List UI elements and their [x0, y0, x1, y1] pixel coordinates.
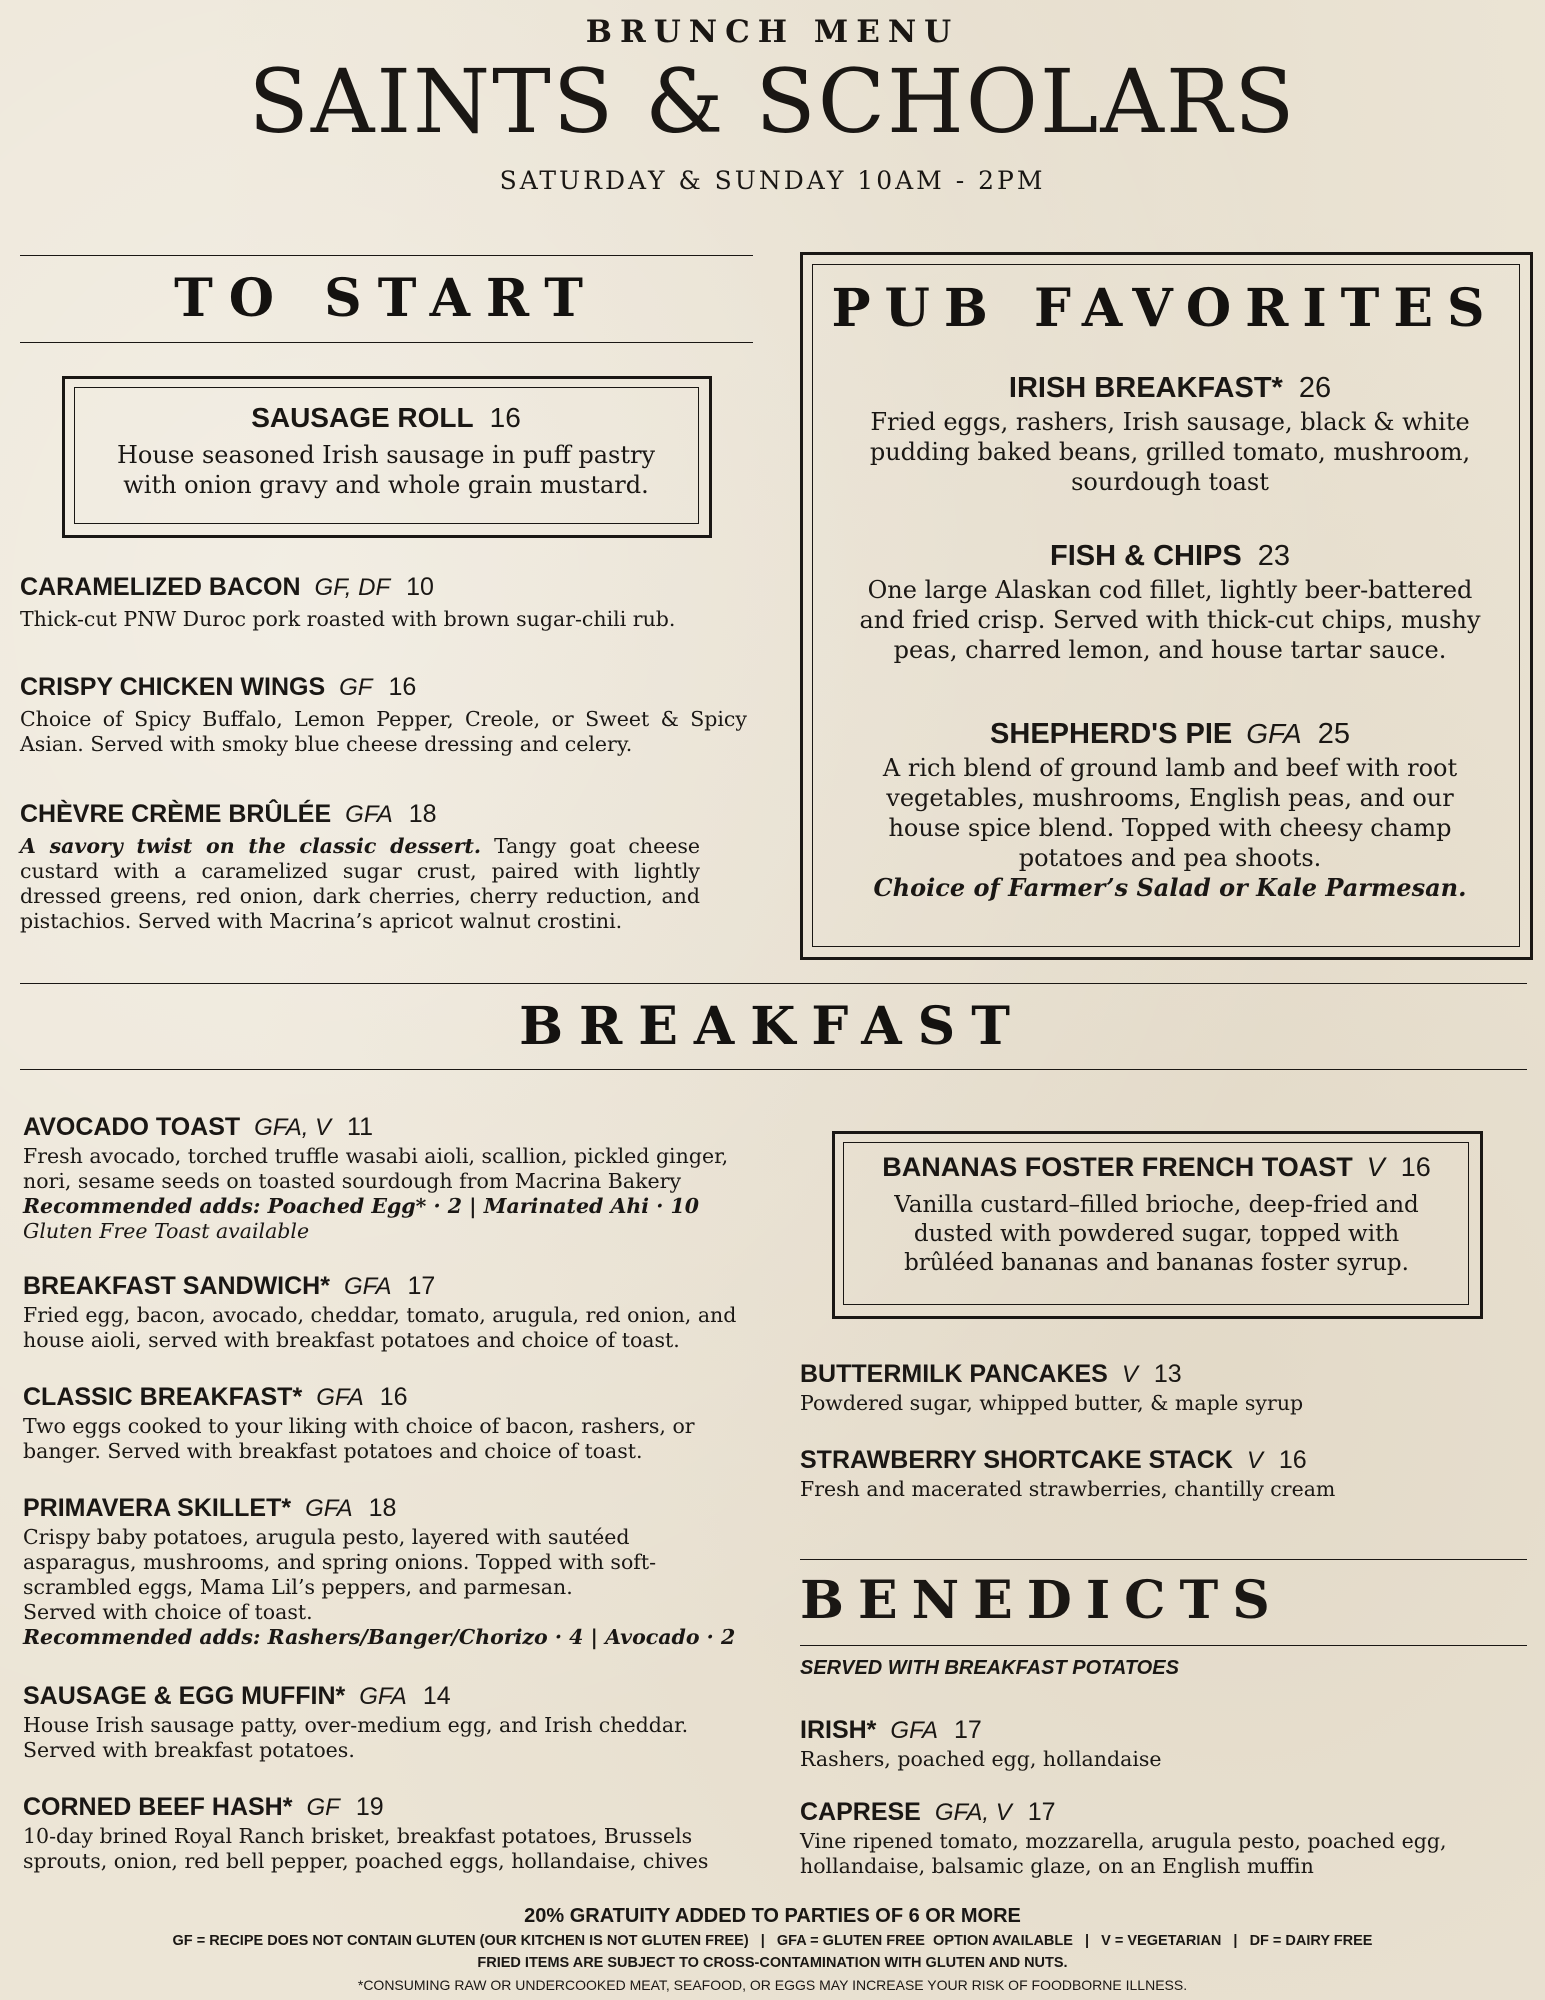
- menu-item-caprese-benedict: [800, 1798, 1520, 1879]
- item-tags: GFA, V: [934, 1799, 1012, 1826]
- item-price: 18: [368, 1494, 397, 1522]
- item-price: 19: [355, 1793, 384, 1821]
- item-description: Powdered sugar, whipped butter, & maple syrup: [800, 1391, 1304, 1415]
- item-description: Fresh and macerated strawberries, chantilly cream: [800, 1477, 1336, 1501]
- section-title-to-start: TO START: [174, 268, 599, 329]
- dietary-legend: GF = RECIPE DOES NOT CONTAIN GLUTEN (OUR KITCHEN IS NOT GLUTEN FREE) | GFA = GLUTEN FREE OPTION AVAILABLE | V = VEGETARIAN | DF = DAIRY FREE: [172, 1933, 1373, 1949]
- item-price: 16: [379, 1383, 408, 1411]
- item-name: SAUSAGE ROLL: [251, 402, 474, 433]
- item-tags: GFA: [345, 801, 393, 828]
- desc-line: Rashers, poached egg, hollandaise: [800, 1747, 1162, 1771]
- desc-line: and fried crisp. Served with thick-cut chips, mushy: [859, 606, 1481, 634]
- item-description: [800, 1829, 1520, 1879]
- desc-line: Fresh avocado, torched truffle wasabi aioli, scallion, pickled ginger,: [23, 1144, 729, 1168]
- item-name: CARAMELIZED BACON: [20, 573, 301, 601]
- item-name: PRIMAVERA SKILLET*: [23, 1494, 292, 1522]
- desc-line: Crispy baby potatoes, arugula pesto, layered with sautéed: [23, 1525, 630, 1549]
- item-note: Choice of Farmer’s Salad or Kale Parmesan.: [873, 873, 1467, 902]
- item-description: [23, 1144, 763, 1244]
- featured-item-bananas-foster-french-toast: [834, 1152, 1479, 1278]
- item-price: 16: [489, 402, 521, 433]
- item-name: CORNED BEEF HASH*: [23, 1793, 293, 1821]
- item-description: [23, 1414, 763, 1464]
- desc-line: Fried egg, bacon, avocado, cheddar, tomato, arugula, red onion, and: [23, 1303, 737, 1327]
- item-tags: GF: [306, 1794, 340, 1821]
- item-price: 23: [1257, 540, 1290, 572]
- desc-line: dusted with powdered sugar, topped with: [913, 1221, 1400, 1247]
- item-tags: GFA: [890, 1717, 938, 1744]
- item-adds: Recommended adds: Rashers/Banger/Chorizo · 4 | Avocado · 2: [23, 1625, 736, 1649]
- item-name: AVOCADO TOAST: [23, 1113, 241, 1141]
- menu-item-caramelized-bacon: [20, 573, 755, 632]
- desc-line: 10-day brined Royal Ranch brisket, breakfast potatoes, Brussels: [23, 1824, 693, 1848]
- menu-item-chevre-creme-brulee: [20, 800, 700, 934]
- item-description: [820, 575, 1520, 665]
- item-description: Thick-cut PNW Duroc pork roasted with brown sugar-chili rub.: [20, 607, 676, 631]
- item-name: SAUSAGE & EGG MUFFIN*: [23, 1682, 346, 1710]
- gratuity-note: 20% GRATUITY ADDED TO PARTIES OF 6 OR MORE: [524, 1905, 1021, 1927]
- desc-line: vegetables, mushrooms, English peas, and our: [886, 784, 1454, 812]
- item-price: 10: [406, 573, 434, 601]
- item-tags: GFA: [1246, 718, 1302, 749]
- item-price: 17: [407, 1272, 436, 1300]
- item-tags: GFA: [343, 1273, 392, 1300]
- item-tags: GFA: [305, 1495, 353, 1522]
- item-description: [820, 407, 1520, 497]
- desc-line: Vanilla custard–filled brioche, deep-fried and: [894, 1192, 1419, 1218]
- desc-line: pudding baked beans, grilled tomato, mushroom,: [869, 438, 1471, 466]
- desc-line: potatoes and pea shoots.: [1018, 844, 1322, 872]
- item-price: 16: [1400, 1152, 1431, 1182]
- item-tags: GF: [339, 674, 373, 701]
- item-description: [23, 1303, 763, 1353]
- menu-item-breakfast-sandwich: [23, 1272, 763, 1353]
- item-name: CLASSIC BREAKFAST*: [23, 1383, 303, 1411]
- consumption-warning: *CONSUMING RAW OR UNDERCOOKED MEAT, SEAFOOD, OR EGGS MAY INCREASE YOUR RISK OF FOODBORNE ILLNESS.: [357, 1977, 1188, 1993]
- menu-item-avocado-toast: [23, 1113, 763, 1244]
- item-name: BREAKFAST SANDWICH*: [23, 1272, 330, 1300]
- item-lead: A savory twist on the classic dessert.: [20, 834, 481, 858]
- item-name: CRISPY CHICKEN WINGS: [20, 673, 326, 701]
- divider: [20, 1069, 1527, 1070]
- divider: [20, 983, 1527, 984]
- menu-item-sausage-egg-muffin: [23, 1682, 763, 1763]
- item-desc-text: Tangy goat cheese custard with a caramelized sugar crust, paired with lightly dressed greens, red onion, dark cherries, cherry reduction, and pistachios. Served with Macrina’s apricot walnut crostini.: [20, 834, 700, 933]
- item-name: STRAWBERRY SHORTCAKE STACK: [800, 1446, 1233, 1474]
- item-tags: GFA: [316, 1384, 364, 1411]
- desc-line: with onion gravy and whole grain mustard.: [123, 471, 649, 499]
- item-description: [23, 1824, 763, 1874]
- item-description: [800, 1747, 1520, 1772]
- item-price: 26: [1298, 372, 1332, 404]
- section-title-benedicts: BENEDICTS: [800, 1570, 1284, 1631]
- item-adds: Recommended adds: Poached Egg* · 2 | Marinated Ahi · 10: [23, 1194, 700, 1218]
- menu-item-fish-and-chips: [820, 540, 1520, 665]
- menu-item-strawberry-shortcake-stack: [800, 1446, 1520, 1502]
- item-price: 14: [422, 1682, 451, 1710]
- divider: [20, 342, 753, 343]
- desc-line: Two eggs cooked to your liking with choice of bacon, rashers, or: [23, 1414, 695, 1438]
- desc-line: Fried eggs, rashers, Irish sausage, black & white: [870, 408, 1470, 436]
- desc-line: hollandaise, balsamic glaze, on an English muffin: [800, 1854, 1314, 1878]
- item-price: 17: [1027, 1798, 1056, 1826]
- divider: [800, 1645, 1527, 1646]
- item-price: 16: [1278, 1446, 1307, 1474]
- section-title-pub-favorites: PUB FAVORITES: [831, 278, 1499, 339]
- item-description: [834, 1191, 1479, 1278]
- item-description: Choice of Spicy Buffalo, Lemon Pepper, Creole, or Sweet & Spicy Asian. Served with smoky blue cheese dressing and celery.: [20, 707, 747, 756]
- desc-line: nori, sesame seeds on toasted sourdough from Macrina Bakery: [23, 1169, 682, 1193]
- menu-item-irish-breakfast: [820, 372, 1520, 497]
- item-name: IRISH BREAKFAST*: [1008, 372, 1283, 404]
- benedicts-subtitle: SERVED WITH BREAKFAST POTATOES: [800, 1657, 1179, 1679]
- restaurant-name: SAINTS & SCHOLARS: [248, 50, 1297, 153]
- featured-item-sausage-roll: [64, 402, 708, 500]
- fried-items-note: FRIED ITEMS ARE SUBJECT TO CROSS-CONTAMINATION WITH GLUTEN AND NUTS.: [477, 1955, 1068, 1971]
- menu-kicker: BRUNCH MENU: [585, 14, 960, 50]
- item-description: [23, 1525, 763, 1650]
- item-tags: V: [1246, 1447, 1263, 1474]
- desc-line: Served with choice of toast.: [23, 1600, 313, 1624]
- desc-line: house aioli, served with breakfast potatoes and choice of toast.: [23, 1328, 680, 1352]
- item-price: 11: [347, 1113, 373, 1141]
- desc-line: House Irish sausage patty, over-medium egg, and Irish cheddar.: [23, 1713, 689, 1737]
- item-price: 16: [388, 673, 417, 701]
- menu-item-crispy-chicken-wings: [20, 673, 747, 757]
- item-name: BANANAS FOSTER FRENCH TOAST: [882, 1152, 1353, 1182]
- item-price: 25: [1317, 718, 1350, 750]
- desc-line: One large Alaskan cod fillet, lightly beer-battered: [867, 576, 1473, 604]
- desc-line: Vine ripened tomato, mozzarella, arugula pesto, poached egg,: [800, 1829, 1447, 1853]
- item-description: [23, 1713, 763, 1763]
- item-tags: GFA, V: [254, 1114, 332, 1141]
- item-name: CHÈVRE CRÈME BRÛLÉE: [20, 800, 332, 828]
- section-title-breakfast: BREAKFAST: [519, 996, 1026, 1057]
- desc-line: sourdough toast: [1071, 468, 1269, 496]
- item-name: SHEPHERD'S PIE: [990, 718, 1233, 750]
- item-tags: GFA: [359, 1683, 407, 1710]
- desc-line: brûléed bananas and bananas foster syrup.: [904, 1250, 1409, 1276]
- item-name: FISH & CHIPS: [1049, 540, 1242, 572]
- item-tags: V: [1121, 1361, 1138, 1388]
- item-description: [64, 440, 708, 500]
- item-name: BUTTERMILK PANCAKES: [800, 1360, 1108, 1388]
- menu-item-buttermilk-pancakes: [800, 1360, 1520, 1416]
- item-name: IRISH*: [800, 1716, 877, 1744]
- menu-item-shepherds-pie: [820, 718, 1520, 903]
- desc-line: House seasoned Irish sausage in puff pastry: [116, 441, 656, 469]
- desc-line: Served with breakfast potatoes.: [23, 1738, 355, 1762]
- divider: [20, 255, 753, 256]
- desc-line: house spice blend. Topped with cheesy champ: [888, 814, 1452, 842]
- menu-item-primavera-skillet: [23, 1494, 763, 1650]
- item-description: [20, 834, 700, 934]
- item-description: [820, 753, 1520, 903]
- service-hours: SATURDAY & SUNDAY 10AM - 2PM: [499, 166, 1046, 195]
- desc-line: asparagus, mushrooms, and spring onions. Topped with soft-: [23, 1550, 657, 1574]
- item-price: 17: [953, 1716, 982, 1744]
- menu-item-corned-beef-hash: [23, 1793, 763, 1874]
- item-price: 18: [408, 800, 437, 828]
- divider: [800, 1559, 1527, 1560]
- item-tags: GF, DF: [314, 574, 391, 601]
- item-name: CAPRESE: [800, 1798, 921, 1826]
- item-price: 13: [1153, 1360, 1182, 1388]
- desc-line: sprouts, onion, red bell pepper, poached eggs, hollandaise, chives: [23, 1849, 709, 1873]
- menu-item-classic-breakfast: [23, 1383, 763, 1464]
- item-tags: V: [1366, 1152, 1385, 1182]
- menu-item-irish-benedict: [800, 1716, 1520, 1772]
- desc-line: banger. Served with breakfast potatoes and choice of toast.: [23, 1439, 643, 1463]
- desc-line: A rich blend of ground lamb and beef with root: [882, 754, 1458, 782]
- desc-line: peas, charred lemon, and house tartar sauce.: [893, 636, 1447, 664]
- desc-line: scrambled eggs, Mama Lil’s peppers, and parmesan.: [23, 1575, 573, 1599]
- item-note: Gluten Free Toast available: [23, 1219, 310, 1243]
